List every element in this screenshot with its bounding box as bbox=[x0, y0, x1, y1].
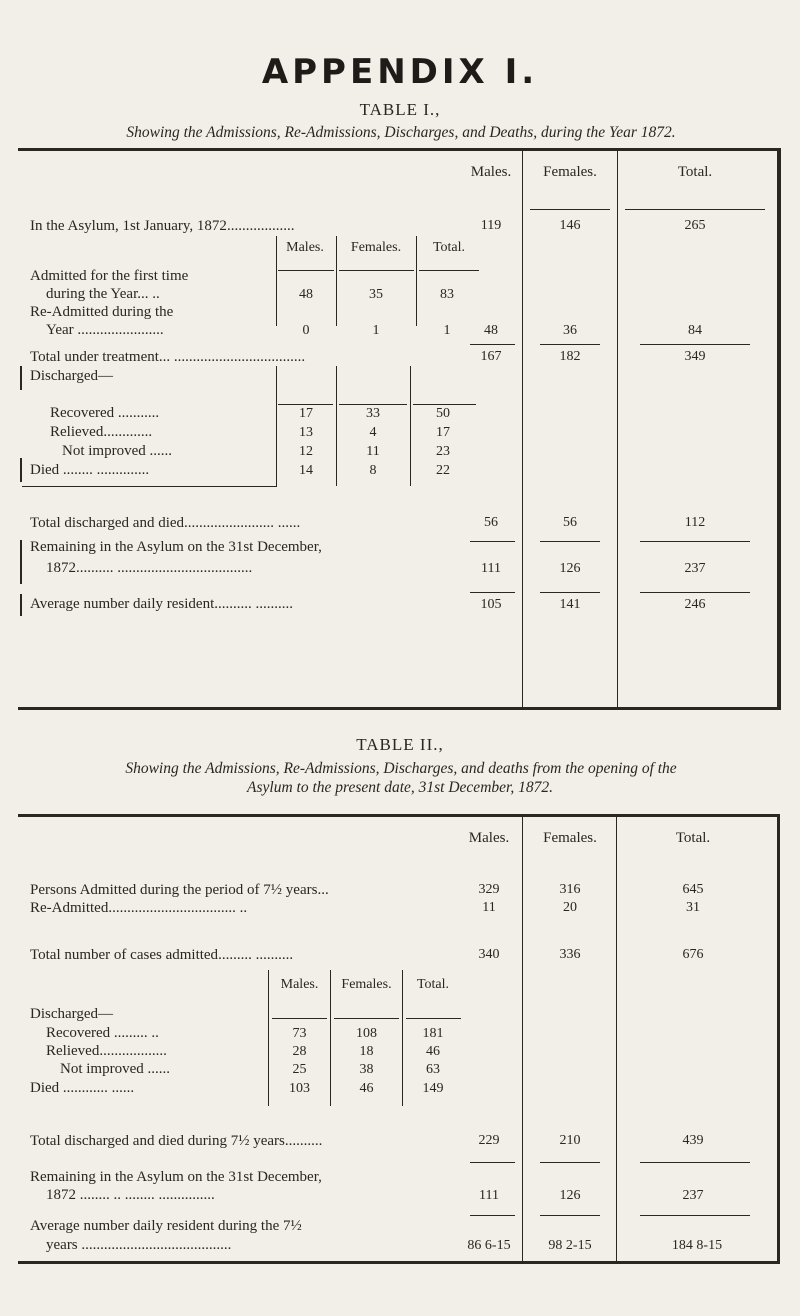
t2-admitted-m: 329 bbox=[478, 882, 500, 897]
t2-total-admitted-t: 676 bbox=[682, 947, 704, 962]
t1-asylum-start-label: In the Asylum, 1st January, 1872.................. bbox=[30, 218, 295, 234]
t1-died-m: 14 bbox=[299, 463, 313, 478]
t2-admitted-t: 645 bbox=[682, 882, 704, 897]
t1-admissions-f: 36 bbox=[563, 323, 577, 338]
t1-average-t: 246 bbox=[684, 597, 706, 612]
t2-remaining-f: 126 bbox=[559, 1188, 581, 1203]
t2-remaining-t: 237 bbox=[682, 1188, 704, 1203]
t1-remaining-label: Remaining in the Asylum on the 31st December, bbox=[30, 539, 322, 555]
t2-died-f: 46 bbox=[359, 1081, 374, 1096]
t1-admitted-first-m: 48 bbox=[299, 287, 313, 302]
t1-recovered-f: 33 bbox=[366, 406, 380, 421]
t1-relieved-m: 13 bbox=[299, 425, 313, 440]
t1-total-treatment-m: 167 bbox=[480, 349, 502, 364]
t2-sub-total: Total. bbox=[416, 977, 450, 992]
t1-not-improved-label: Not improved ...... bbox=[62, 443, 172, 459]
t2-remaining-m: 111 bbox=[479, 1188, 499, 1203]
t1-asylum-start-f: 146 bbox=[559, 218, 581, 233]
t2-discharged-label: Discharged— bbox=[30, 1006, 114, 1022]
t1-average-m: 105 bbox=[480, 597, 502, 612]
t2-died-m: 103 bbox=[289, 1081, 310, 1096]
t1-readmitted-m: 0 bbox=[302, 323, 310, 338]
t2-recovered-t: 181 bbox=[422, 1026, 444, 1041]
t2-readmitted-label: Re-Admitted.................................. .. bbox=[30, 900, 248, 916]
t1-admitted-first-t: 83 bbox=[440, 287, 454, 302]
t2-average-f: 98 2-15 bbox=[548, 1238, 592, 1253]
t2-relieved-t: 46 bbox=[426, 1044, 440, 1059]
t1-total-discharged-label: Total discharged and died........................ ...... bbox=[30, 515, 301, 531]
t2-readmitted-t: 31 bbox=[686, 900, 700, 915]
t1-admitted-first-label: Admitted for the first time bbox=[30, 268, 189, 284]
t1-not-improved-f: 11 bbox=[366, 444, 380, 459]
t2-relieved-label: Relieved.................. bbox=[46, 1043, 167, 1059]
t1-readmitted-t: 1 bbox=[443, 323, 451, 338]
t2-total-admitted-m: 340 bbox=[478, 947, 500, 962]
t1-readmitted-label2: Year ....................... bbox=[46, 322, 164, 338]
t1-asylum-start-m: 119 bbox=[480, 218, 502, 233]
t2-recovered-f: 108 bbox=[356, 1026, 377, 1041]
t1-recovered-m: 17 bbox=[299, 406, 313, 421]
t2-admitted-f: 316 bbox=[559, 882, 581, 897]
t1-relieved-label: Relieved............. bbox=[50, 424, 153, 440]
t2-relieved-m: 28 bbox=[292, 1044, 307, 1059]
t2-admitted-label: Persons Admitted during the period of 7½ years... bbox=[30, 882, 329, 898]
t1-discharged-label: Discharged— bbox=[30, 368, 114, 384]
t2-total-discharged-f: 210 bbox=[559, 1133, 581, 1148]
t1-sub-females: Females. bbox=[350, 240, 402, 255]
t1-remaining-m: 111 bbox=[481, 561, 501, 576]
t1-died-f: 8 bbox=[369, 463, 377, 478]
t1-total-treatment-f: 182 bbox=[559, 349, 581, 364]
t2-total-discharged-label: Total discharged and died during 7½ years.......... bbox=[30, 1133, 323, 1149]
t1-died-label: Died ........ .............. bbox=[30, 462, 150, 478]
t1-remaining-t: 237 bbox=[684, 561, 706, 576]
t1-admitted-first-label2: during the Year... .. bbox=[46, 286, 160, 302]
t1-relieved-f: 4 bbox=[369, 425, 377, 440]
t2-readmitted-m: 11 bbox=[482, 900, 496, 915]
t2-not-improved-t: 63 bbox=[426, 1062, 440, 1077]
t1-recovered-label: Recovered ........... bbox=[50, 405, 160, 421]
t2-remaining-label: Remaining in the Asylum on the 31st December, bbox=[30, 1169, 322, 1185]
t1-right-border bbox=[777, 148, 781, 710]
t1-col-males: Males. bbox=[470, 164, 512, 180]
t2-not-improved-f: 38 bbox=[359, 1062, 374, 1077]
t1-relieved-t: 17 bbox=[436, 425, 450, 440]
t1-col-females: Females. bbox=[543, 164, 597, 180]
table1-subtitle: Showing the Admissions, Re-Admissions, Discharges, and Deaths, during the Year 1872. bbox=[126, 124, 676, 141]
t2-bottom-border bbox=[18, 1261, 780, 1264]
table2-subtitle-line1: Showing the Admissions, Re-Admissions, Discharges, and deaths from the opening of the bbox=[125, 760, 677, 777]
t1-col-total: Total. bbox=[677, 164, 713, 180]
t2-col-males: Males. bbox=[468, 830, 510, 846]
table1-title: TABLE I., bbox=[359, 100, 441, 119]
t2-average-label: Average number daily resident during the 7½ bbox=[30, 1218, 302, 1234]
t1-not-improved-t: 23 bbox=[436, 444, 450, 459]
t1-average-label: Average number daily resident.......... .......... bbox=[30, 596, 293, 612]
t1-average-f: 141 bbox=[559, 597, 581, 612]
t1-readmitted-label: Re-Admitted during the bbox=[30, 304, 174, 320]
t1-total-treatment-t: 349 bbox=[684, 349, 706, 364]
t2-total-admitted-label: Total number of cases admitted......... .......... bbox=[30, 947, 294, 963]
t2-col-females: Females. bbox=[543, 830, 597, 846]
t1-recovered-t: 50 bbox=[436, 406, 450, 421]
t1-total-treatment-label: Total under treatment... ................................... bbox=[30, 349, 306, 365]
t2-not-improved-m: 25 bbox=[292, 1062, 307, 1077]
t2-readmitted-f: 20 bbox=[563, 900, 577, 915]
t2-average-label2: years ........................................ bbox=[46, 1237, 232, 1253]
t2-total-admitted-f: 336 bbox=[559, 947, 581, 962]
t2-sub-females: Females. bbox=[341, 977, 392, 992]
t2-remaining-label2: 1872 ........ .. ........ ............... bbox=[46, 1187, 215, 1203]
t2-sub-males: Males. bbox=[280, 977, 319, 992]
t1-readmitted-f: 1 bbox=[372, 323, 380, 338]
table2-subtitle-line2: Asylum to the present date, 31st December, 1872. bbox=[247, 779, 553, 796]
t2-relieved-f: 18 bbox=[359, 1044, 374, 1059]
t1-total-discharged-f: 56 bbox=[563, 515, 577, 530]
t2-died-label: Died ............ ...... bbox=[30, 1080, 135, 1096]
t1-died-t: 22 bbox=[436, 463, 450, 478]
t1-remaining-f: 126 bbox=[559, 561, 581, 576]
t1-admissions-m: 48 bbox=[484, 323, 498, 338]
t1-asylum-start-t: 265 bbox=[684, 218, 706, 233]
t2-died-t: 149 bbox=[422, 1081, 444, 1096]
t2-right-border bbox=[777, 814, 780, 1264]
table2-title: TABLE II., bbox=[356, 735, 444, 754]
t1-remaining-label2: 1872.......... .................................... bbox=[46, 560, 253, 576]
t2-average-t: 184 8-15 bbox=[671, 1238, 723, 1253]
t2-average-m: 86 6-15 bbox=[467, 1238, 511, 1253]
t1-not-improved-m: 12 bbox=[299, 444, 313, 459]
t1-admissions-t: 84 bbox=[688, 323, 702, 338]
t2-recovered-m: 73 bbox=[292, 1026, 307, 1041]
t2-not-improved-label: Not improved ...... bbox=[60, 1061, 170, 1077]
t1-sub-total: Total. bbox=[432, 240, 466, 255]
t1-sub-males: Males. bbox=[286, 240, 324, 255]
t1-bottom-border bbox=[18, 707, 781, 710]
appendix-heading: APPENDIX I. bbox=[261, 52, 539, 92]
t2-top-border bbox=[18, 814, 780, 817]
t1-admitted-first-f: 35 bbox=[369, 287, 383, 302]
t2-recovered-label: Recovered ......... .. bbox=[46, 1025, 159, 1041]
t2-total-discharged-t: 439 bbox=[682, 1133, 704, 1148]
t1-top-border bbox=[18, 148, 781, 151]
t2-col-total: Total. bbox=[675, 830, 711, 846]
t2-total-discharged-m: 229 bbox=[478, 1133, 500, 1148]
t1-total-discharged-m: 56 bbox=[484, 515, 498, 530]
t1-total-discharged-t: 112 bbox=[684, 515, 706, 530]
